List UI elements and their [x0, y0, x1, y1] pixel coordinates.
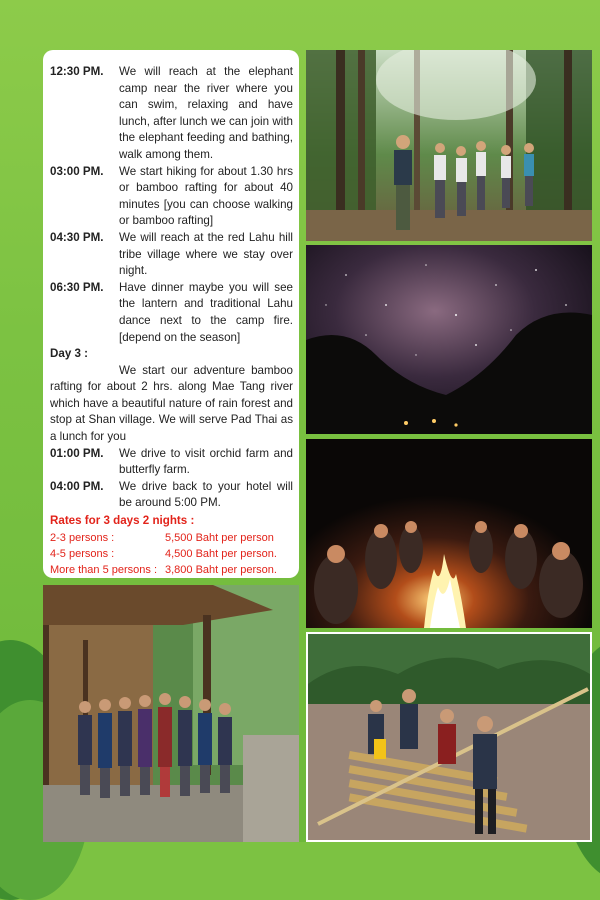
- rate-label: 2-3 persons :: [50, 531, 115, 544]
- itinerary-item: [50, 446, 293, 479]
- bamboo-rafting-photo: [306, 632, 592, 842]
- forest-hiking-photo: [306, 50, 592, 241]
- itinerary-item: [50, 230, 293, 280]
- day3-intro: We start our adventure bamboo rafting for about 2 hrs. along Mae Tang river which have a beautiful nature of rain forest and stop at Shan village. We will serve Pad Thai as a lunch for you: [50, 363, 293, 444]
- rate-row: [50, 562, 293, 578]
- itinerary-text: We start hiking for about 1.30 hrs or bamboo rafting for about 40 minutes [you can choose walking or bamboo rafting]: [119, 164, 293, 228]
- itinerary-text: We will reach at the red Lahu hill tribe village where we stay over night.: [119, 230, 293, 278]
- itinerary-item: [50, 164, 293, 230]
- itinerary-text: We will reach at the elephant camp near the river where you can swim, relaxing and have lunch, after lunch we can join with the elephant feeding and bathing, walk among them.: [119, 65, 293, 161]
- itinerary-time: 01:00 PM.: [50, 446, 104, 460]
- rates-title: Rates for 3 days 2 nights :: [50, 514, 195, 528]
- itinerary-time: 04:30 PM.: [50, 230, 104, 244]
- rate-price: 3,800 Baht per person.: [165, 564, 277, 577]
- rate-row: [50, 530, 293, 546]
- village-group-photo: [43, 585, 299, 842]
- rate-row: [50, 546, 293, 562]
- itinerary-time: 03:00 PM.: [50, 164, 104, 178]
- itinerary-list-top: [50, 64, 293, 346]
- rate-price: 5,500 Baht per person: [165, 531, 274, 544]
- itinerary-time: 06:30 PM.: [50, 280, 104, 294]
- rate-label: More than 5 persons :: [50, 564, 158, 577]
- night-sky-photo: [306, 245, 592, 434]
- itinerary-text: We drive to visit orchid farm and butterfly farm.: [119, 446, 293, 477]
- day3-heading: Day 3 :: [50, 347, 89, 361]
- rate-label: 4-5 persons :: [50, 548, 115, 561]
- itinerary-item: [50, 479, 293, 512]
- rate-price: 4,500 Baht per person.: [165, 548, 277, 561]
- itinerary-item: [50, 64, 293, 164]
- itinerary-panel: [43, 50, 299, 578]
- itinerary-text: We drive back to your hotel will be around 5:00 PM.: [119, 479, 293, 510]
- itinerary-item: [50, 280, 293, 346]
- itinerary-text: Have dinner maybe you will see the lantern and traditional Lahu dance next to the camp fire. [depend on the season]: [119, 280, 293, 344]
- itinerary-time: 12:30 PM.: [50, 65, 104, 78]
- campfire-photo: [306, 439, 592, 628]
- itinerary-time: 04:00 PM.: [50, 479, 104, 493]
